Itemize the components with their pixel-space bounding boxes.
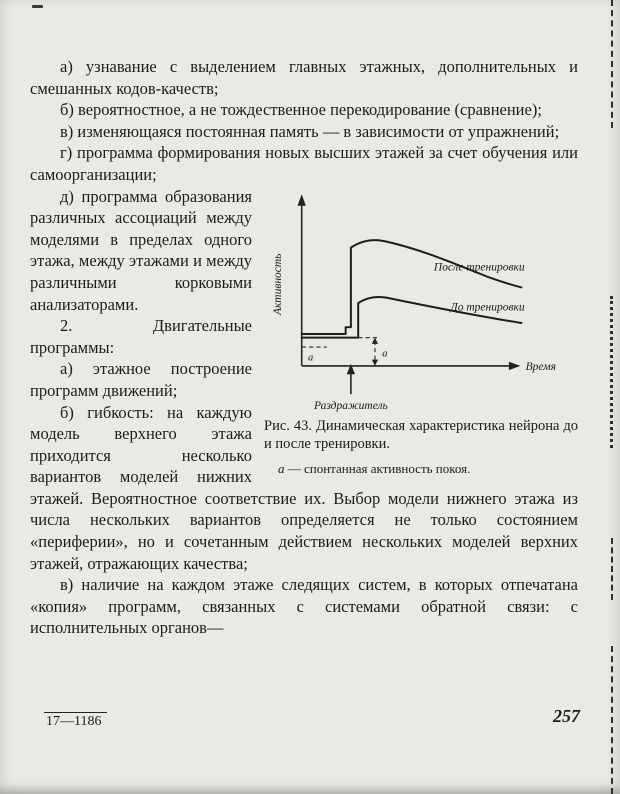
curve-after-label: После тренировки bbox=[433, 261, 525, 274]
paragraph-item-b: б) вероятностное, а не тождественное перекодирование (сравнение); bbox=[60, 100, 542, 120]
print-signature: 17—1186 bbox=[44, 712, 107, 730]
figure-caption: Рис. 43. Динамическая характеристика нейрона до и после тренировки. bbox=[264, 417, 578, 453]
scan-edge-mark bbox=[611, 646, 613, 794]
rest-level-label-left: а bbox=[307, 352, 314, 364]
paragraph-item-2b: б) гибкость: на каждую модель верхнего этажа приходится несколько вариантов моделей нижних этажей. Вероятностное соответствие их. Выбор модели нижнего этажа из числа нескольких вариантов определяется не только состоянием «периферии», но и сочетанным действием нескольких моделей верхних этажей, отражающих качества; bbox=[30, 402, 578, 573]
rest-level-label-right: а bbox=[382, 348, 388, 360]
page-number: 257 bbox=[553, 706, 580, 726]
paragraph-item-2v: в) наличие на каждом этаже следящих систем, в которых отпечатана «копия» программ, связанных с системами обратной связи: с исполнительных органов— bbox=[30, 575, 578, 638]
scan-edge-mark bbox=[610, 296, 613, 448]
stimulus-label: Раздражитель bbox=[313, 399, 388, 412]
stimulus-arrow bbox=[347, 363, 355, 393]
figure-graph bbox=[264, 188, 578, 413]
figure-caption-block bbox=[264, 417, 578, 477]
curve-before-label: До тренировки bbox=[450, 301, 525, 314]
scan-artifact-corner bbox=[32, 5, 43, 8]
graph-curves bbox=[302, 240, 525, 337]
figure-43 bbox=[264, 188, 578, 477]
graph-axes bbox=[298, 194, 521, 370]
scan-edge-mark bbox=[611, 0, 613, 128]
scan-bottom-smudge bbox=[0, 784, 620, 794]
y-axis-label: Активность bbox=[271, 253, 284, 315]
figure-note-text: — спонтанная активность покоя. bbox=[284, 460, 471, 476]
paragraph-item-a: а) узнавание с выделением главных этажных, дополнительных и смешанных кодов-качеств; bbox=[30, 57, 578, 98]
paragraph-item-d: д) программа образования различных ассоциаций между моделями в пределах одного этажа, между этажами и между различными корковыми анализаторами. bbox=[30, 186, 252, 314]
x-axis-label: Время bbox=[525, 360, 556, 373]
paragraph-item-2a: а) этажное построение программ движений; bbox=[30, 359, 252, 400]
paragraph-motor-programs: 2. Двигательные программы: bbox=[30, 316, 252, 357]
page-text-block bbox=[30, 56, 578, 639]
figure-note-term: а bbox=[278, 460, 285, 476]
graph-rest-level-marks bbox=[302, 337, 379, 365]
scan-edge-mark bbox=[611, 538, 613, 600]
paragraph-item-g: г) программа формирования новых высших этажей за счет обучения или самоорганизации; bbox=[30, 143, 578, 184]
paragraph-item-v: в) изменяющаяся постоянная память — в зависимости от упражнений; bbox=[60, 121, 560, 141]
figure-note bbox=[264, 461, 578, 477]
